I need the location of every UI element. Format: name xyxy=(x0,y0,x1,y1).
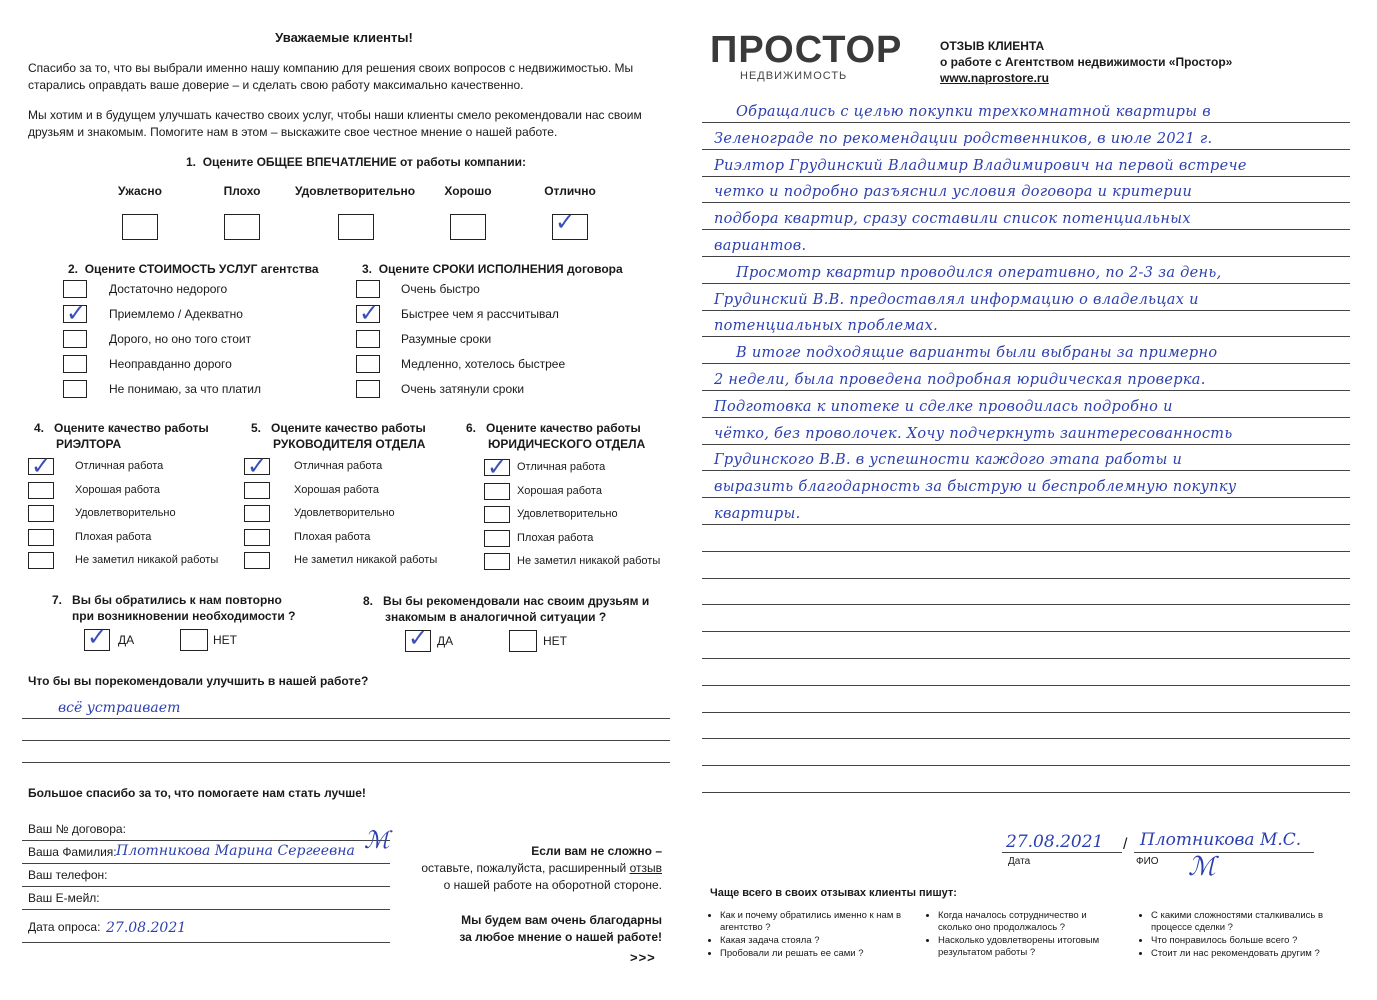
tips-title: Чаще всего в своих отзывах клиенты пишут: xyxy=(710,887,957,899)
survey-date-handwritten[interactable]: 27.08.2021 xyxy=(106,920,187,936)
q7-title-line2: при возникновении необходимости ? xyxy=(72,609,296,623)
q6-option-label: Плохая работа xyxy=(517,532,594,544)
q2-option-label: Не понимаю, за что платил xyxy=(109,382,262,396)
email-label: Ваш Е-мейл: xyxy=(28,891,100,905)
fio-line xyxy=(1134,852,1314,853)
q7-no-checkbox[interactable] xyxy=(180,629,208,651)
q5-number: 5. xyxy=(251,421,262,435)
q5-title-line1: Оцените качество работы xyxy=(271,421,426,435)
q1-option-label: Отлично xyxy=(544,184,596,198)
review-ruled-line xyxy=(702,229,1350,230)
review-ruled-line xyxy=(702,363,1350,364)
q3-checkbox[interactable] xyxy=(356,380,380,398)
review-ruled-line xyxy=(702,470,1350,471)
q1-option-label: Хорошо xyxy=(444,184,492,198)
tip-item: • Что понравилось больше всего ? xyxy=(1151,935,1329,947)
review-header-title: ОТЗЫВ КЛИЕНТА xyxy=(940,39,1045,53)
tip-item: • Стоит ли нас рекомендовать другим ? xyxy=(1151,948,1329,960)
q1-title xyxy=(186,155,526,169)
q4-checkbox[interactable] xyxy=(28,505,54,522)
improve-question: Что бы вы порекомендовали улучшить в нашей работе? xyxy=(28,674,369,688)
review-text-line: подбора квартир, сразу составили список потенциальных xyxy=(714,211,1191,228)
review-header-subtitle: о работе с Агентством недвижимости «Простор» xyxy=(940,55,1233,69)
q6-option-label: Отличная работа xyxy=(517,461,606,473)
q4-option-label: Хорошая работа xyxy=(75,484,160,496)
q2-title-text: Оцените СТОИМОСТЬ УСЛУГ агентства xyxy=(84,262,319,276)
q8-yes-checkbox-checked[interactable] xyxy=(405,630,431,652)
form-greeting: Уважаемые клиенты! xyxy=(275,30,413,45)
email-field-line[interactable] xyxy=(22,909,390,910)
review-text-line: чётко, без проволочек. Хочу подчеркнуть заинтересованность xyxy=(714,425,1233,442)
q7-title-line1: Вы бы обратились к нам повторно xyxy=(72,593,282,607)
review-ruled-line xyxy=(702,149,1350,150)
q4-checkbox[interactable] xyxy=(28,552,54,569)
q8-no-label: НЕТ xyxy=(543,634,567,648)
extended-review-note xyxy=(396,843,662,894)
q2-checkbox-checked[interactable] xyxy=(63,305,87,323)
q3-checkbox-checked[interactable] xyxy=(356,305,380,323)
q1-option-label: Плохо xyxy=(223,184,261,198)
q6-checkbox[interactable] xyxy=(484,483,510,500)
q1-option-label: Ужасно xyxy=(118,184,162,198)
q5-option-label: Плохая работа xyxy=(294,531,371,543)
q2-checkbox[interactable] xyxy=(63,380,87,398)
q3-option-label: Медленно, хотелось быстрее xyxy=(401,357,566,371)
side-thanks xyxy=(396,912,662,946)
review-ruled-line xyxy=(702,256,1350,257)
improve-answer-handwritten[interactable]: всё устраивает xyxy=(58,700,181,716)
tip-item: • Как и почему обратились именно к нам в агентство ? xyxy=(720,910,908,934)
fio-caption: ФИО xyxy=(1136,856,1159,867)
q6-option-label: Не заметил никакой работы xyxy=(517,555,661,567)
review-ruled-line xyxy=(702,712,1350,713)
tip-item: • Когда началось сотрудничество и сколько оно продолжалось ? xyxy=(938,910,1116,934)
q8-title xyxy=(363,593,649,625)
q4-checkbox[interactable] xyxy=(28,482,54,499)
review-text-line: 2 недели, была проведена подробная юридическая проверка. xyxy=(714,372,1206,388)
review-ruled-line xyxy=(702,765,1350,766)
review-right-page xyxy=(688,0,1377,1000)
tips-column-3 xyxy=(1139,910,1329,961)
q1-checkbox[interactable] xyxy=(224,214,260,240)
review-ruled-line xyxy=(702,604,1350,605)
thanks-text: Большое спасибо за то, что помогаете нам стать лучше! xyxy=(28,786,366,800)
tip-item: • Какая задача стояла ? xyxy=(720,935,908,947)
review-text-line: выразить благодарность за быструю и беспроблемную покупку xyxy=(714,479,1237,496)
q8-yes-label: ДА xyxy=(437,634,454,648)
q7-yes-checkbox-checked[interactable] xyxy=(84,629,110,651)
surname-field-line xyxy=(22,863,390,864)
review-link[interactable]: отзыв xyxy=(629,861,662,875)
q1-title-text: Оцените ОБЩЕЕ ВПЕЧАТЛЕНИЕ от работы компании: xyxy=(202,155,526,169)
q3-title xyxy=(362,262,623,276)
q2-number: 2. xyxy=(68,262,79,276)
q3-option-label: Быстрее чем я рассчитывал xyxy=(401,307,559,321)
date-fio-separator: / xyxy=(1123,836,1128,853)
review-ruled-line xyxy=(702,336,1350,337)
review-ruled-line xyxy=(702,444,1350,445)
q1-checkbox-checked[interactable] xyxy=(552,214,588,240)
q3-checkbox[interactable] xyxy=(356,280,380,298)
q5-checkbox[interactable] xyxy=(244,552,270,569)
side-note-line1: Если вам не сложно – xyxy=(531,844,662,858)
review-text-line: Подготовка к ипотеке и сделке проводилась подробно и xyxy=(714,398,1173,415)
q2-checkbox[interactable] xyxy=(63,280,87,298)
q3-number: 3. xyxy=(362,262,373,276)
q6-option-label: Удовлетворительно xyxy=(517,508,618,520)
q3-option-label: Очень затянули сроки xyxy=(401,382,525,396)
q3-option-label: Разумные сроки xyxy=(401,332,492,346)
q7-number: 7. xyxy=(52,593,63,607)
logo-text: ПРОСТОР xyxy=(710,29,903,71)
review-ruled-line xyxy=(702,497,1350,498)
q5-option-label: Удовлетворительно xyxy=(294,507,395,519)
review-ruled-line xyxy=(702,551,1350,552)
q6-checkbox[interactable] xyxy=(484,506,510,523)
date-field-line xyxy=(22,942,390,943)
review-ruled-line xyxy=(702,310,1350,311)
side-thanks-line1: Мы будем вам очень благодарны xyxy=(461,913,662,927)
q3-checkbox[interactable] xyxy=(356,330,380,348)
phone-field-line[interactable] xyxy=(22,886,390,887)
q2-option-label: Приемлемо / Адекватно xyxy=(109,307,243,321)
q1-number: 1. xyxy=(186,155,197,169)
q6-checkbox[interactable] xyxy=(484,553,510,570)
review-text-line: квартиры. xyxy=(714,506,801,522)
contract-field-line[interactable] xyxy=(22,840,390,841)
q1-option-label: Удовлетворительно xyxy=(294,184,416,198)
q7-yes-label: ДА xyxy=(118,633,135,647)
q4-option-label: Удовлетворительно xyxy=(75,507,176,519)
q2-option-label: Неоправданно дорого xyxy=(109,357,232,371)
feedback-form-left-page xyxy=(0,0,688,1000)
review-text-line: потенциальных проблемах. xyxy=(714,318,938,335)
q1-checkbox[interactable] xyxy=(450,214,486,240)
q6-title xyxy=(466,420,645,452)
review-fio-handwritten[interactable]: Плотникова М.С. xyxy=(1140,830,1302,850)
review-ruled-line xyxy=(702,738,1350,739)
q5-checkbox[interactable] xyxy=(244,505,270,522)
q6-number: 6. xyxy=(466,421,477,435)
review-text-line: В итоге подходящие варианты были выбраны за примерно xyxy=(736,345,1218,362)
q7-no-label: НЕТ xyxy=(213,633,237,647)
q2-checkbox[interactable] xyxy=(63,355,87,373)
review-text-line: четко и подробно разъяснил условия договора и критерии xyxy=(714,184,1193,201)
side-thanks-line2: за любое мнение о нашей работе! xyxy=(459,930,662,944)
prostor-logo xyxy=(710,30,902,82)
review-ruled-line xyxy=(702,283,1350,284)
q7-title xyxy=(52,592,295,624)
agency-website-link[interactable]: www.naprostore.ru xyxy=(940,71,1049,85)
tip-item: • С какими сложностями сталкивались в процессе сделки ? xyxy=(1151,910,1329,934)
q2-option-label: Достаточно недорого xyxy=(109,282,228,296)
q5-title xyxy=(251,420,426,452)
logo-subtitle: НЕДВИЖИМОСТЬ xyxy=(740,70,848,82)
date-caption: Дата xyxy=(1008,856,1031,867)
q1-checkbox[interactable] xyxy=(338,214,374,240)
intro-paragraph-1: Спасибо за то, что вы выбрали именно нашу компанию для решения своих вопросов с недвижимостью. Мы старались оправдать ваше доверие – и сделать свою работу максимально качественно. xyxy=(28,61,634,92)
contract-label: Ваш № договора: xyxy=(28,822,126,836)
next-page-arrows-icon: >>> xyxy=(630,950,656,965)
q2-option-label: Дорого, но оно того стоит xyxy=(109,332,252,346)
review-ruled-line xyxy=(702,122,1350,123)
q1-checkbox[interactable] xyxy=(122,214,158,240)
q2-title xyxy=(68,262,319,276)
tips-column-2 xyxy=(926,910,1116,960)
q6-checkbox-checked[interactable] xyxy=(484,459,510,476)
review-ruled-line xyxy=(702,792,1350,793)
q6-title-line2: ЮРИДИЧЕСКОГО ОТДЕЛА xyxy=(488,437,646,451)
q5-option-label: Отличная работа xyxy=(294,460,383,472)
q5-title-line2: РУКОВОДИТЕЛЯ ОТДЕЛА xyxy=(273,437,426,451)
q2-checkbox[interactable] xyxy=(63,330,87,348)
q4-title-line1: Оцените качество работы xyxy=(54,421,209,435)
side-note-line2: оставьте, пожалуйста, расширенный xyxy=(421,861,627,875)
q4-number: 4. xyxy=(34,421,45,435)
review-header xyxy=(940,38,1232,86)
answer-line xyxy=(22,718,670,719)
review-text-line: Грудинский В.В. предоставлял информацию о владельцах и xyxy=(714,291,1199,308)
review-text-line: Просмотр квартир проводился оперативно, по 2-3 за день, xyxy=(736,264,1222,281)
review-signature-icon: ℳ xyxy=(1188,852,1216,882)
q4-checkbox[interactable] xyxy=(28,529,54,546)
q8-title-line2: знакомым в аналогичной ситуации ? xyxy=(385,610,607,624)
review-text-line: Зеленограде по рекомендации родственников, в июле 2021 г. xyxy=(714,130,1213,147)
q8-number: 8. xyxy=(363,594,374,608)
tips-column-1 xyxy=(708,910,908,961)
tip-item: • Насколько удовлетворены итоговым результатом работы ? xyxy=(938,935,1116,959)
side-note-line3: о нашей работе на оборотной стороне. xyxy=(443,878,662,892)
q5-option-label: Хорошая работа xyxy=(294,484,379,496)
date-line xyxy=(1002,852,1122,853)
review-ruled-line xyxy=(702,176,1350,177)
q5-checkbox[interactable] xyxy=(244,529,270,546)
q4-title xyxy=(34,420,209,452)
review-text-line: Риэлтор Грудинский Владимир Владимирович на первой встрече xyxy=(714,157,1247,174)
answer-line xyxy=(22,762,670,763)
tip-item: • Пробовали ли решать ее сами ? xyxy=(720,948,908,960)
review-text-line: Грудинского В.В. в успешности каждого этапа работы и xyxy=(714,452,1183,469)
review-date-handwritten[interactable]: 27.08.2021 xyxy=(1006,832,1104,852)
answer-line xyxy=(22,740,670,741)
review-ruled-line xyxy=(702,417,1350,418)
q6-checkbox[interactable] xyxy=(484,530,510,547)
surname-value-handwritten[interactable]: Плотникова Марина Сергеевна xyxy=(116,843,355,859)
review-ruled-line xyxy=(702,578,1350,579)
review-text-line: вариантов. xyxy=(714,238,807,254)
q6-option-label: Хорошая работа xyxy=(517,485,602,497)
survey-date-label: Дата опроса: xyxy=(28,920,101,934)
q5-option-label: Не заметил никакой работы xyxy=(294,554,438,566)
review-ruled-line xyxy=(702,390,1350,391)
q3-checkbox[interactable] xyxy=(356,355,380,373)
q5-checkbox[interactable] xyxy=(244,482,270,499)
phone-label: Ваш телефон: xyxy=(28,868,108,882)
q4-option-label: Плохая работа xyxy=(75,531,152,543)
q4-title-line2: РИЭЛТОРА xyxy=(56,437,122,451)
review-text-line: Обращались с целью покупки трехкомнатной квартиры в xyxy=(736,104,1211,120)
surname-label: Ваша Фамилия: xyxy=(28,845,117,859)
q5-checkbox-checked[interactable] xyxy=(244,458,270,475)
intro-paragraph-2: Мы хотим и в будущем улучшать качество своих услуг, чтобы наши клиенты смело рекомендовали нас своим друзьям и знакомым. Помогите нам в этом – выскажите свое честное мнение о нашей работе. xyxy=(28,108,642,139)
q4-checkbox-checked[interactable] xyxy=(28,458,54,475)
review-ruled-line xyxy=(702,685,1350,686)
review-ruled-line xyxy=(702,631,1350,632)
review-ruled-line xyxy=(702,658,1350,659)
q4-option-label: Отличная работа xyxy=(75,460,164,472)
q3-title-text: Оцените СРОКИ ИСПОЛНЕНИЯ договора xyxy=(378,262,623,276)
q3-option-label: Очень быстро xyxy=(401,282,480,296)
q8-no-checkbox[interactable] xyxy=(509,630,537,652)
q8-title-line1: Вы бы рекомендовали нас своим друзьям и xyxy=(383,594,650,608)
review-ruled-line xyxy=(702,202,1350,203)
q6-title-line1: Оцените качество работы xyxy=(486,421,641,435)
signature-icon: ℳ xyxy=(364,826,390,854)
q4-option-label: Не заметил никакой работы xyxy=(75,554,219,566)
review-ruled-line xyxy=(702,524,1350,525)
